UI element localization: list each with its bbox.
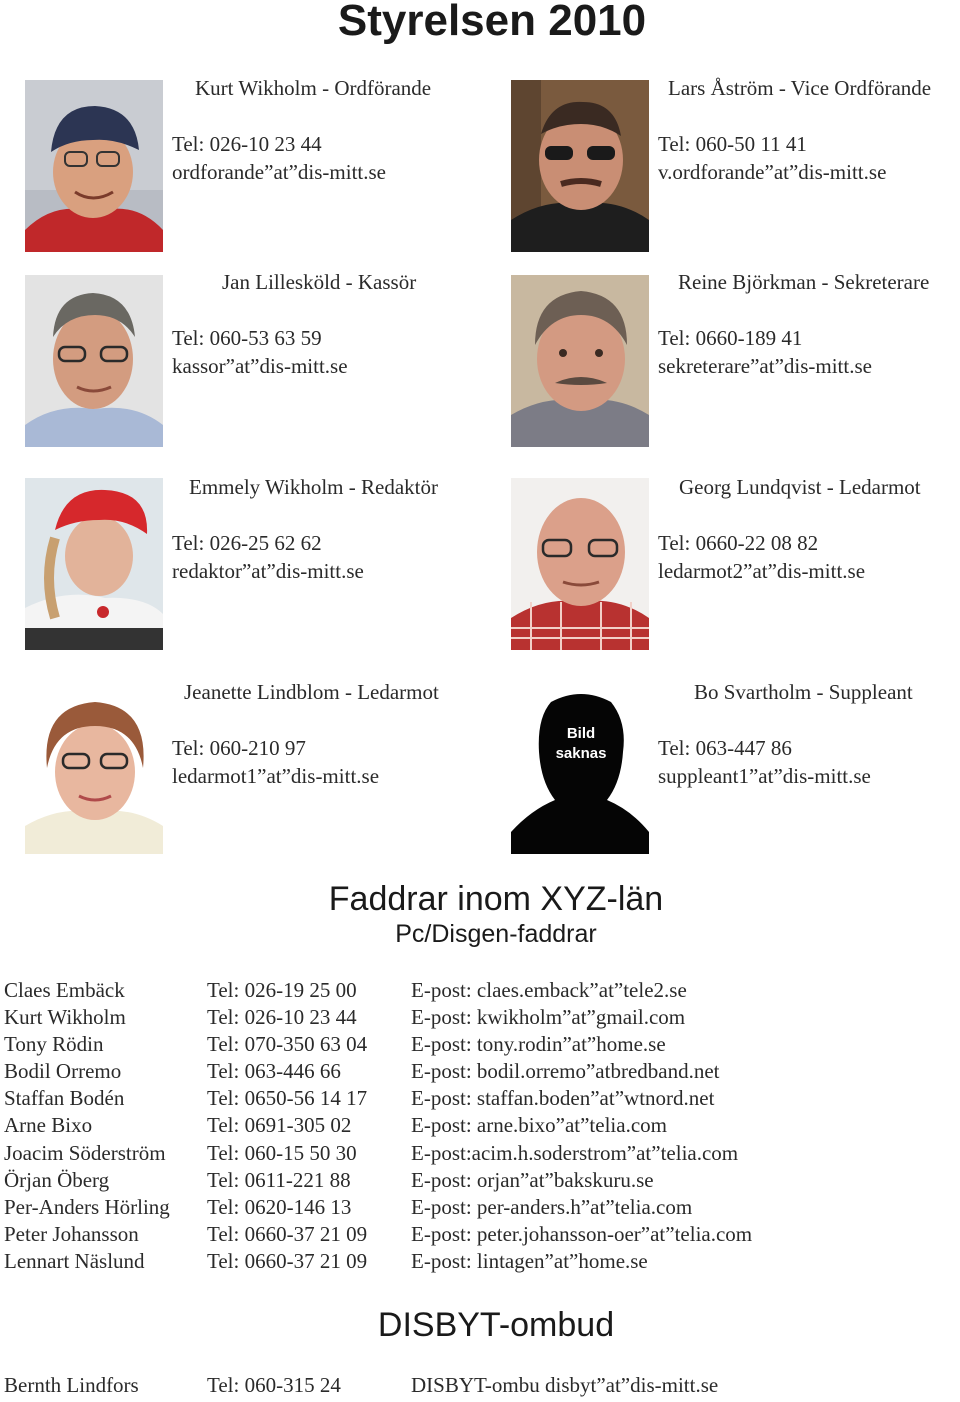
board-member-contact: [658, 324, 872, 380]
portrait-photo: [511, 80, 649, 252]
contact-name: Staffan Bodén: [4, 1086, 125, 1111]
portrait-photo: [511, 682, 649, 854]
phone-number: Tel: 060-315 24: [207, 1373, 341, 1397]
portrait-man-mustache-image: [511, 275, 649, 447]
email-address: ledarmot1”at”dis-mitt.se: [172, 764, 380, 788]
email-address: E-post: per-anders.h”at”telia.com: [411, 1194, 693, 1219]
phone-number: Tel: 060-15 50 30: [207, 1140, 357, 1165]
board-member-role: Georg Lundqvist - Ledarmot: [679, 475, 921, 499]
phone-number: Tel: 026-25 62 62: [172, 531, 322, 555]
board-member-contact: [658, 734, 871, 790]
silhouette-placeholder-image: [511, 682, 649, 854]
email-address: E-post: orjan”at”bakskuru.se: [411, 1167, 654, 1192]
email-address: E-post: claes.emback”at”tele2.se: [411, 978, 687, 1002]
faddrar-heading: Faddrar inom XYZ-län: [328, 880, 664, 918]
portrait-man-cap-image: [25, 80, 163, 252]
contact-name: Peter Johansson: [4, 1221, 139, 1246]
board-member-role: Reine Björkman - Sekreterare: [678, 270, 930, 294]
contact-name: Lennart Näslund: [4, 1248, 145, 1273]
disbyt-heading: DISBYT-ombud: [377, 1306, 615, 1344]
placeholder-text-line-2: saknas: [555, 745, 607, 762]
phone-number: Tel: 060-50 11 41: [658, 132, 807, 156]
phone-number: Tel: 060-53 63 59: [172, 326, 322, 350]
email-address: redaktor”at”dis-mitt.se: [172, 559, 364, 583]
placeholder-text-line-1: Bild: [566, 725, 596, 742]
email-address: E-post:acim.h.soderstrom”at”telia.com: [411, 1140, 739, 1165]
email-address: E-post: lintagen”at”home.se: [411, 1248, 648, 1273]
email-address: ledarmot2”at”dis-mitt.se: [658, 559, 866, 583]
board-member-contact: [172, 324, 348, 380]
phone-number: Tel: 0620-146 13: [207, 1194, 352, 1219]
contact-name: Joacim Söderström: [4, 1140, 166, 1165]
email-address: kassor”at”dis-mitt.se: [172, 354, 348, 378]
email-address: v.ordforande”at”dis-mitt.se: [658, 160, 887, 184]
phone-number: Tel: 0660-37 21 09: [207, 1221, 368, 1246]
contact-name: Bodil Orremo: [4, 1059, 122, 1084]
board-member-role: Jeanette Lindblom - Ledarmot: [184, 680, 439, 704]
email-address: E-post: arne.bixo”at”telia.com: [411, 1113, 667, 1138]
portrait-photo: [25, 478, 163, 650]
board-member-role: Lars Åström - Vice Ordförande: [668, 76, 932, 100]
email-address: sekreterare”at”dis-mitt.se: [658, 354, 872, 378]
contact-name: Örjan Öberg: [4, 1167, 110, 1192]
email-address: ordforande”at”dis-mitt.se: [172, 160, 386, 184]
portrait-woman-glasses-image: [25, 682, 163, 854]
board-member-role: Bo Svartholm - Suppleant: [694, 680, 913, 704]
board-member-contact: [172, 734, 379, 790]
portrait-woman-bandana-image: [25, 478, 163, 650]
portrait-photo: [25, 80, 163, 252]
phone-number: Tel: 026-19 25 00: [207, 978, 357, 1002]
phone-number: Tel: 063-447 86: [658, 736, 792, 760]
contact-name: Arne Bixo: [4, 1113, 93, 1138]
board-member-role: Emmely Wikholm - Redaktör: [189, 475, 438, 499]
email-address: E-post: peter.johansson-oer”at”telia.com: [411, 1221, 753, 1246]
board-member-contact: [658, 529, 865, 585]
phone-number: Tel: 060-210 97: [172, 736, 306, 760]
phone-number: Tel: 026-10 23 44: [207, 1005, 357, 1030]
portrait-man-sunglasses-image: [511, 80, 649, 252]
board-member-contact: [172, 529, 364, 585]
contact-name: Kurt Wikholm: [4, 1005, 126, 1030]
portrait-photo: [511, 275, 649, 447]
portrait-photo: [25, 275, 163, 447]
portrait-bald-man-glasses-image: [511, 478, 649, 650]
phone-number: Tel: 0611-221 88: [207, 1167, 351, 1192]
phone-number: Tel: 026-10 23 44: [172, 132, 322, 156]
email-address: E-post: kwikholm”at”gmail.com: [411, 1005, 686, 1030]
email-address: suppleant1”at”dis-mitt.se: [658, 764, 871, 788]
board-member-contact: [172, 130, 386, 186]
board-member-role: Kurt Wikholm - Ordförande: [195, 76, 432, 100]
phone-number: Tel: 0660-189 41: [658, 326, 803, 350]
portrait-man-glasses-image: [25, 275, 163, 447]
board-member-role: Jan Lillesköld - Kassör: [222, 270, 417, 294]
faddrar-subheading: Pc/Disgen-faddrar: [395, 920, 597, 948]
contact-name: Bernth Lindfors: [4, 1373, 139, 1397]
phone-number: Tel: 0650-56 14 17: [207, 1086, 368, 1111]
email-address: E-post: bodil.orremo”atbredband.net: [411, 1059, 720, 1084]
contact-name: Tony Rödin: [4, 1032, 104, 1057]
phone-number: Tel: 0660-37 21 09: [207, 1248, 368, 1273]
contact-name: Per-Anders Hörling: [4, 1194, 170, 1219]
phone-number: Tel: 0691-305 02: [207, 1113, 352, 1138]
portrait-photo: [25, 682, 163, 854]
disbyt-contact: [4, 1372, 954, 1400]
phone-number: Tel: 063-446 66: [207, 1059, 341, 1084]
email-address: DISBYT-ombu disbyt”at”dis-mitt.se: [411, 1373, 719, 1397]
phone-number: Tel: 0660-22 08 82: [658, 531, 819, 555]
portrait-photo: [511, 478, 649, 650]
board-member-contact: [658, 130, 886, 186]
email-address: E-post: staffan.boden”at”wtnord.net: [411, 1086, 715, 1111]
phone-number: Tel: 070-350 63 04: [207, 1032, 368, 1057]
email-address: E-post: tony.rodin”at”home.se: [411, 1032, 666, 1057]
contact-name: Claes Embäck: [4, 978, 125, 1002]
page-title: Styrelsen 2010: [337, 0, 647, 45]
